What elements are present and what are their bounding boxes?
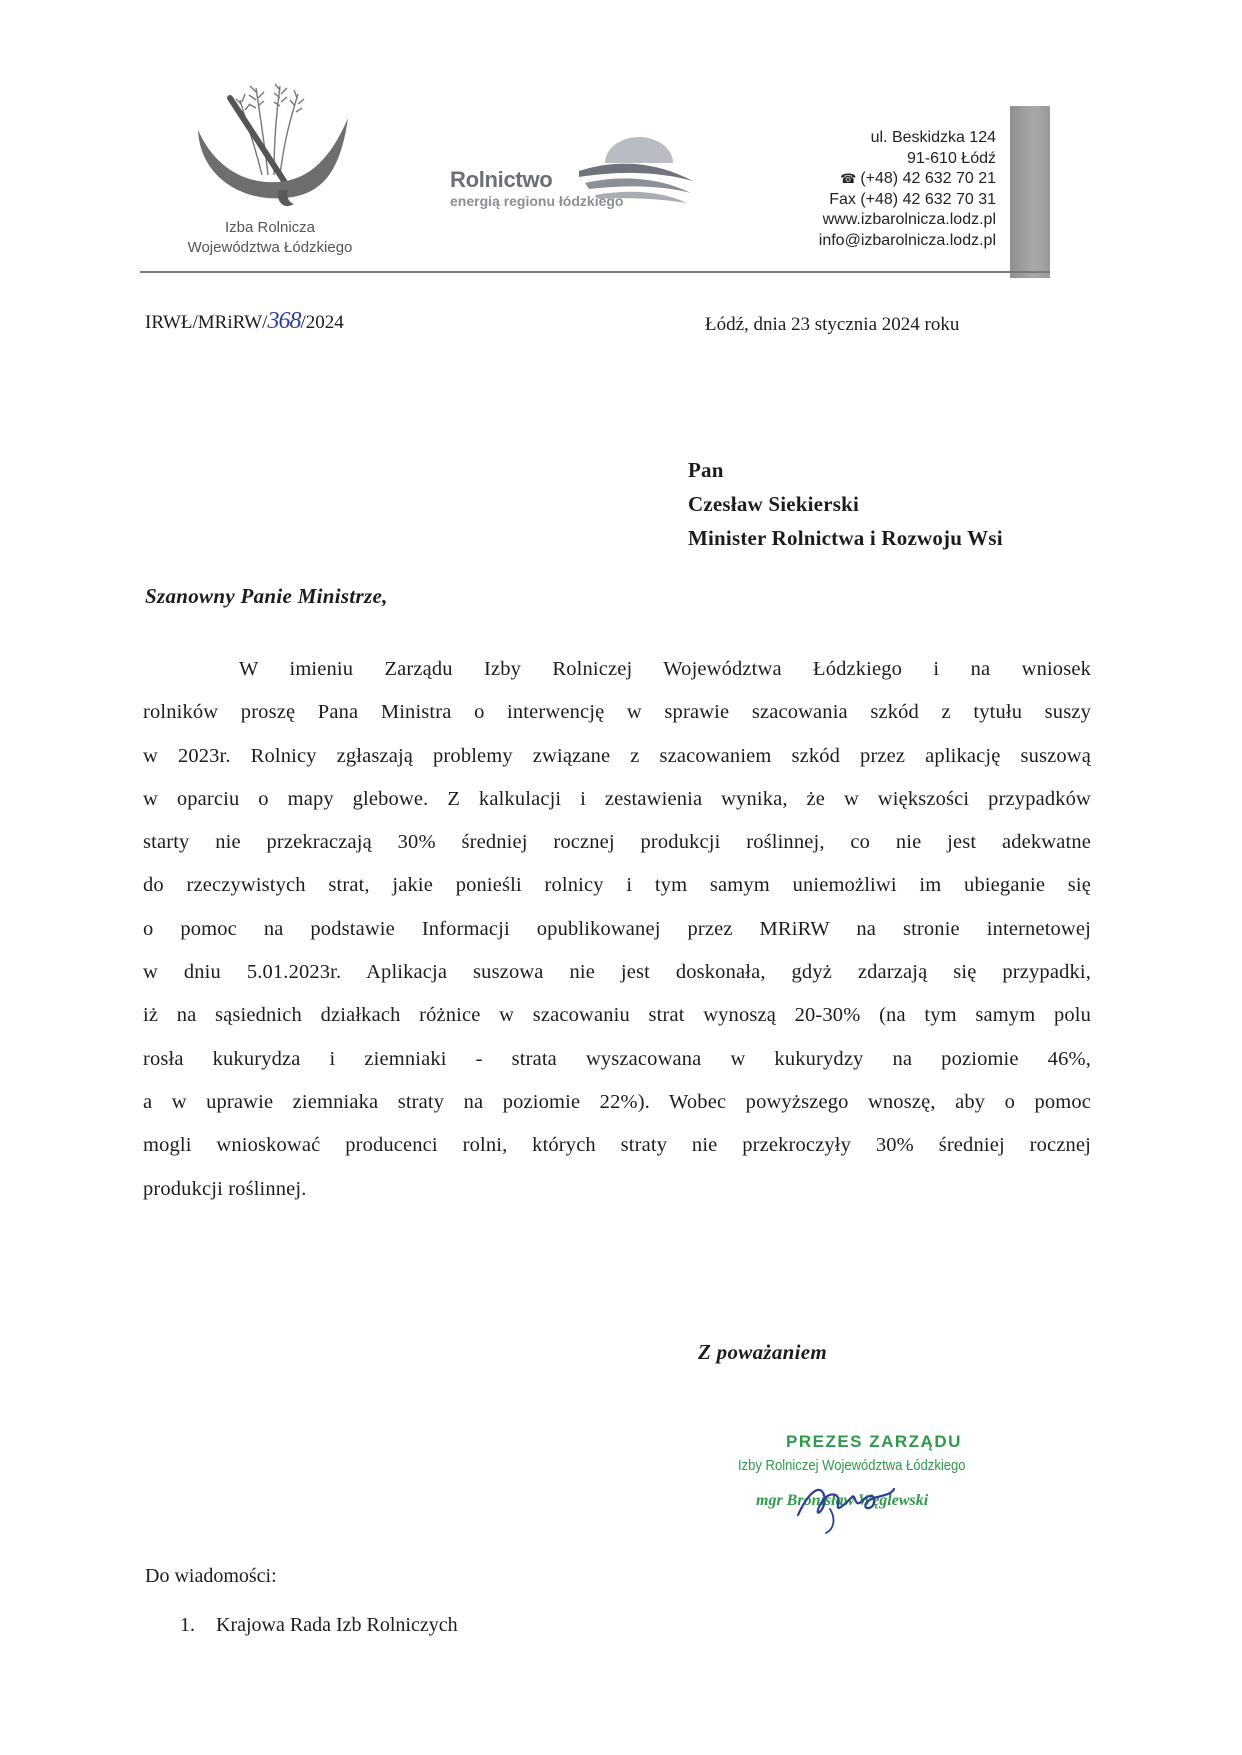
body-line: a w uprawie ziemniaka straty na poziomie 22%). Wobec powyższego wnoszę, aby o pomoc bbox=[143, 1090, 1091, 1113]
stamp-signatory: mgr Bronisław Węglewski bbox=[756, 1492, 929, 1509]
ref-suffix: /2024 bbox=[300, 312, 344, 333]
ref-handwritten-number: 368 bbox=[267, 308, 301, 334]
ref-prefix: IRWŁ/MRiRW/ bbox=[145, 312, 268, 333]
body-line: w oparciu o mapy glebowe. Z kalkulacji i zestawienia wynika, że w większości przypadków bbox=[143, 787, 1091, 810]
phone-icon: ☎ bbox=[840, 171, 857, 186]
wheat-sickle-logo-icon bbox=[190, 80, 360, 210]
contact-block bbox=[819, 128, 996, 251]
letter-body bbox=[143, 648, 1091, 1211]
recipient-position: Minister Rolnictwa i Rozwoju Wsi bbox=[688, 526, 1003, 550]
reference-number bbox=[145, 308, 344, 335]
org-caption-line2: Województwa Łódzkiego bbox=[187, 239, 353, 256]
body-line: rosła kukurydza i ziemniaki - strata wyszacowana w kukurydzy na poziomie 46%, bbox=[143, 1047, 1091, 1070]
contact-phone: (+48) 42 632 70 21 bbox=[860, 170, 996, 187]
header-side-bar bbox=[1010, 106, 1050, 278]
cc-list bbox=[180, 1614, 458, 1637]
body-line: iż na sąsiednich działkach różnice w szacowaniu strat wynoszą 20-30% (na tym samym polu bbox=[143, 1004, 1091, 1027]
body-line: starty nie przekraczają 30% średniej rocznej produkcji roślinnej, co nie jest adekwatne bbox=[143, 831, 1091, 854]
campaign-logo bbox=[450, 137, 690, 217]
recipient-title: Pan bbox=[688, 458, 724, 482]
org-caption bbox=[150, 218, 390, 258]
contact-postal-city: 91-610 Łódź bbox=[907, 149, 996, 167]
cc-label: Do wiadomości: bbox=[145, 1565, 277, 1587]
body-line: w 2023r. Rolnicy zgłaszają problemy związane z szacowaniem szkód przez aplikację suszową bbox=[143, 744, 1091, 767]
list-item bbox=[180, 1614, 458, 1637]
list-item-text: Krajowa Rada Izb Rolniczych bbox=[216, 1614, 458, 1636]
contact-www[interactable]: www.izbarolnicza.lodz.pl bbox=[822, 211, 996, 228]
body-line: do rzeczywistych strat, jakie ponieśli rolnicy i tym samym uniemożliwi im ubieganie się bbox=[143, 874, 1091, 897]
salutation: Szanowny Panie Ministrze, bbox=[145, 584, 388, 608]
stamp-title: PREZES ZARZĄDU bbox=[786, 1432, 962, 1451]
place-date: Łódź, dnia 23 stycznia 2024 roku bbox=[705, 314, 960, 335]
body-line: W imieniu Zarządu Izby Rolniczej Województwa Łódzkiego i na wniosek bbox=[239, 658, 1091, 680]
org-caption-line1: Izba Rolnicza bbox=[224, 219, 316, 236]
body-line: rolników proszę Pana Ministra o interwencję w sprawie szacowania szkód z tytułu suszy bbox=[143, 701, 1091, 724]
body-line: o pomoc na podstawie Informacji opublikowanej przez MRiRW na stronie internetowej bbox=[143, 917, 1091, 940]
list-item-number: 1. bbox=[180, 1614, 195, 1636]
contact-email[interactable]: info@izbarolnicza.lodz.pl bbox=[818, 231, 996, 249]
handwritten-signature bbox=[790, 1475, 910, 1535]
contact-phone-line bbox=[819, 169, 996, 190]
campaign-title: Rolnictwo bbox=[450, 167, 553, 192]
recipient-block bbox=[688, 453, 1003, 555]
stamp-organization: Izby Rolniczej Województwa Łódzkiego bbox=[738, 1458, 966, 1474]
contact-fax: Fax (+48) 42 632 70 31 bbox=[829, 190, 996, 208]
campaign-subtitle: energią regionu łódzkiego bbox=[450, 193, 624, 209]
body-line: mogli wnioskować producenci rolni, których straty nie przekroczyły 30% średniej rocznej bbox=[143, 1134, 1091, 1157]
recipient-name: Czesław Siekierski bbox=[688, 492, 860, 516]
header-divider bbox=[140, 271, 1050, 273]
contact-street: ul. Beskidzka 124 bbox=[870, 129, 996, 146]
body-line: w dniu 5.01.2023r. Aplikacja suszowa nie jest doskonała, gdyż zdarzają się przypadki, bbox=[143, 961, 1091, 984]
closing: Z poważaniem bbox=[698, 1340, 828, 1364]
body-line: produkcji roślinnej. bbox=[143, 1177, 307, 1200]
